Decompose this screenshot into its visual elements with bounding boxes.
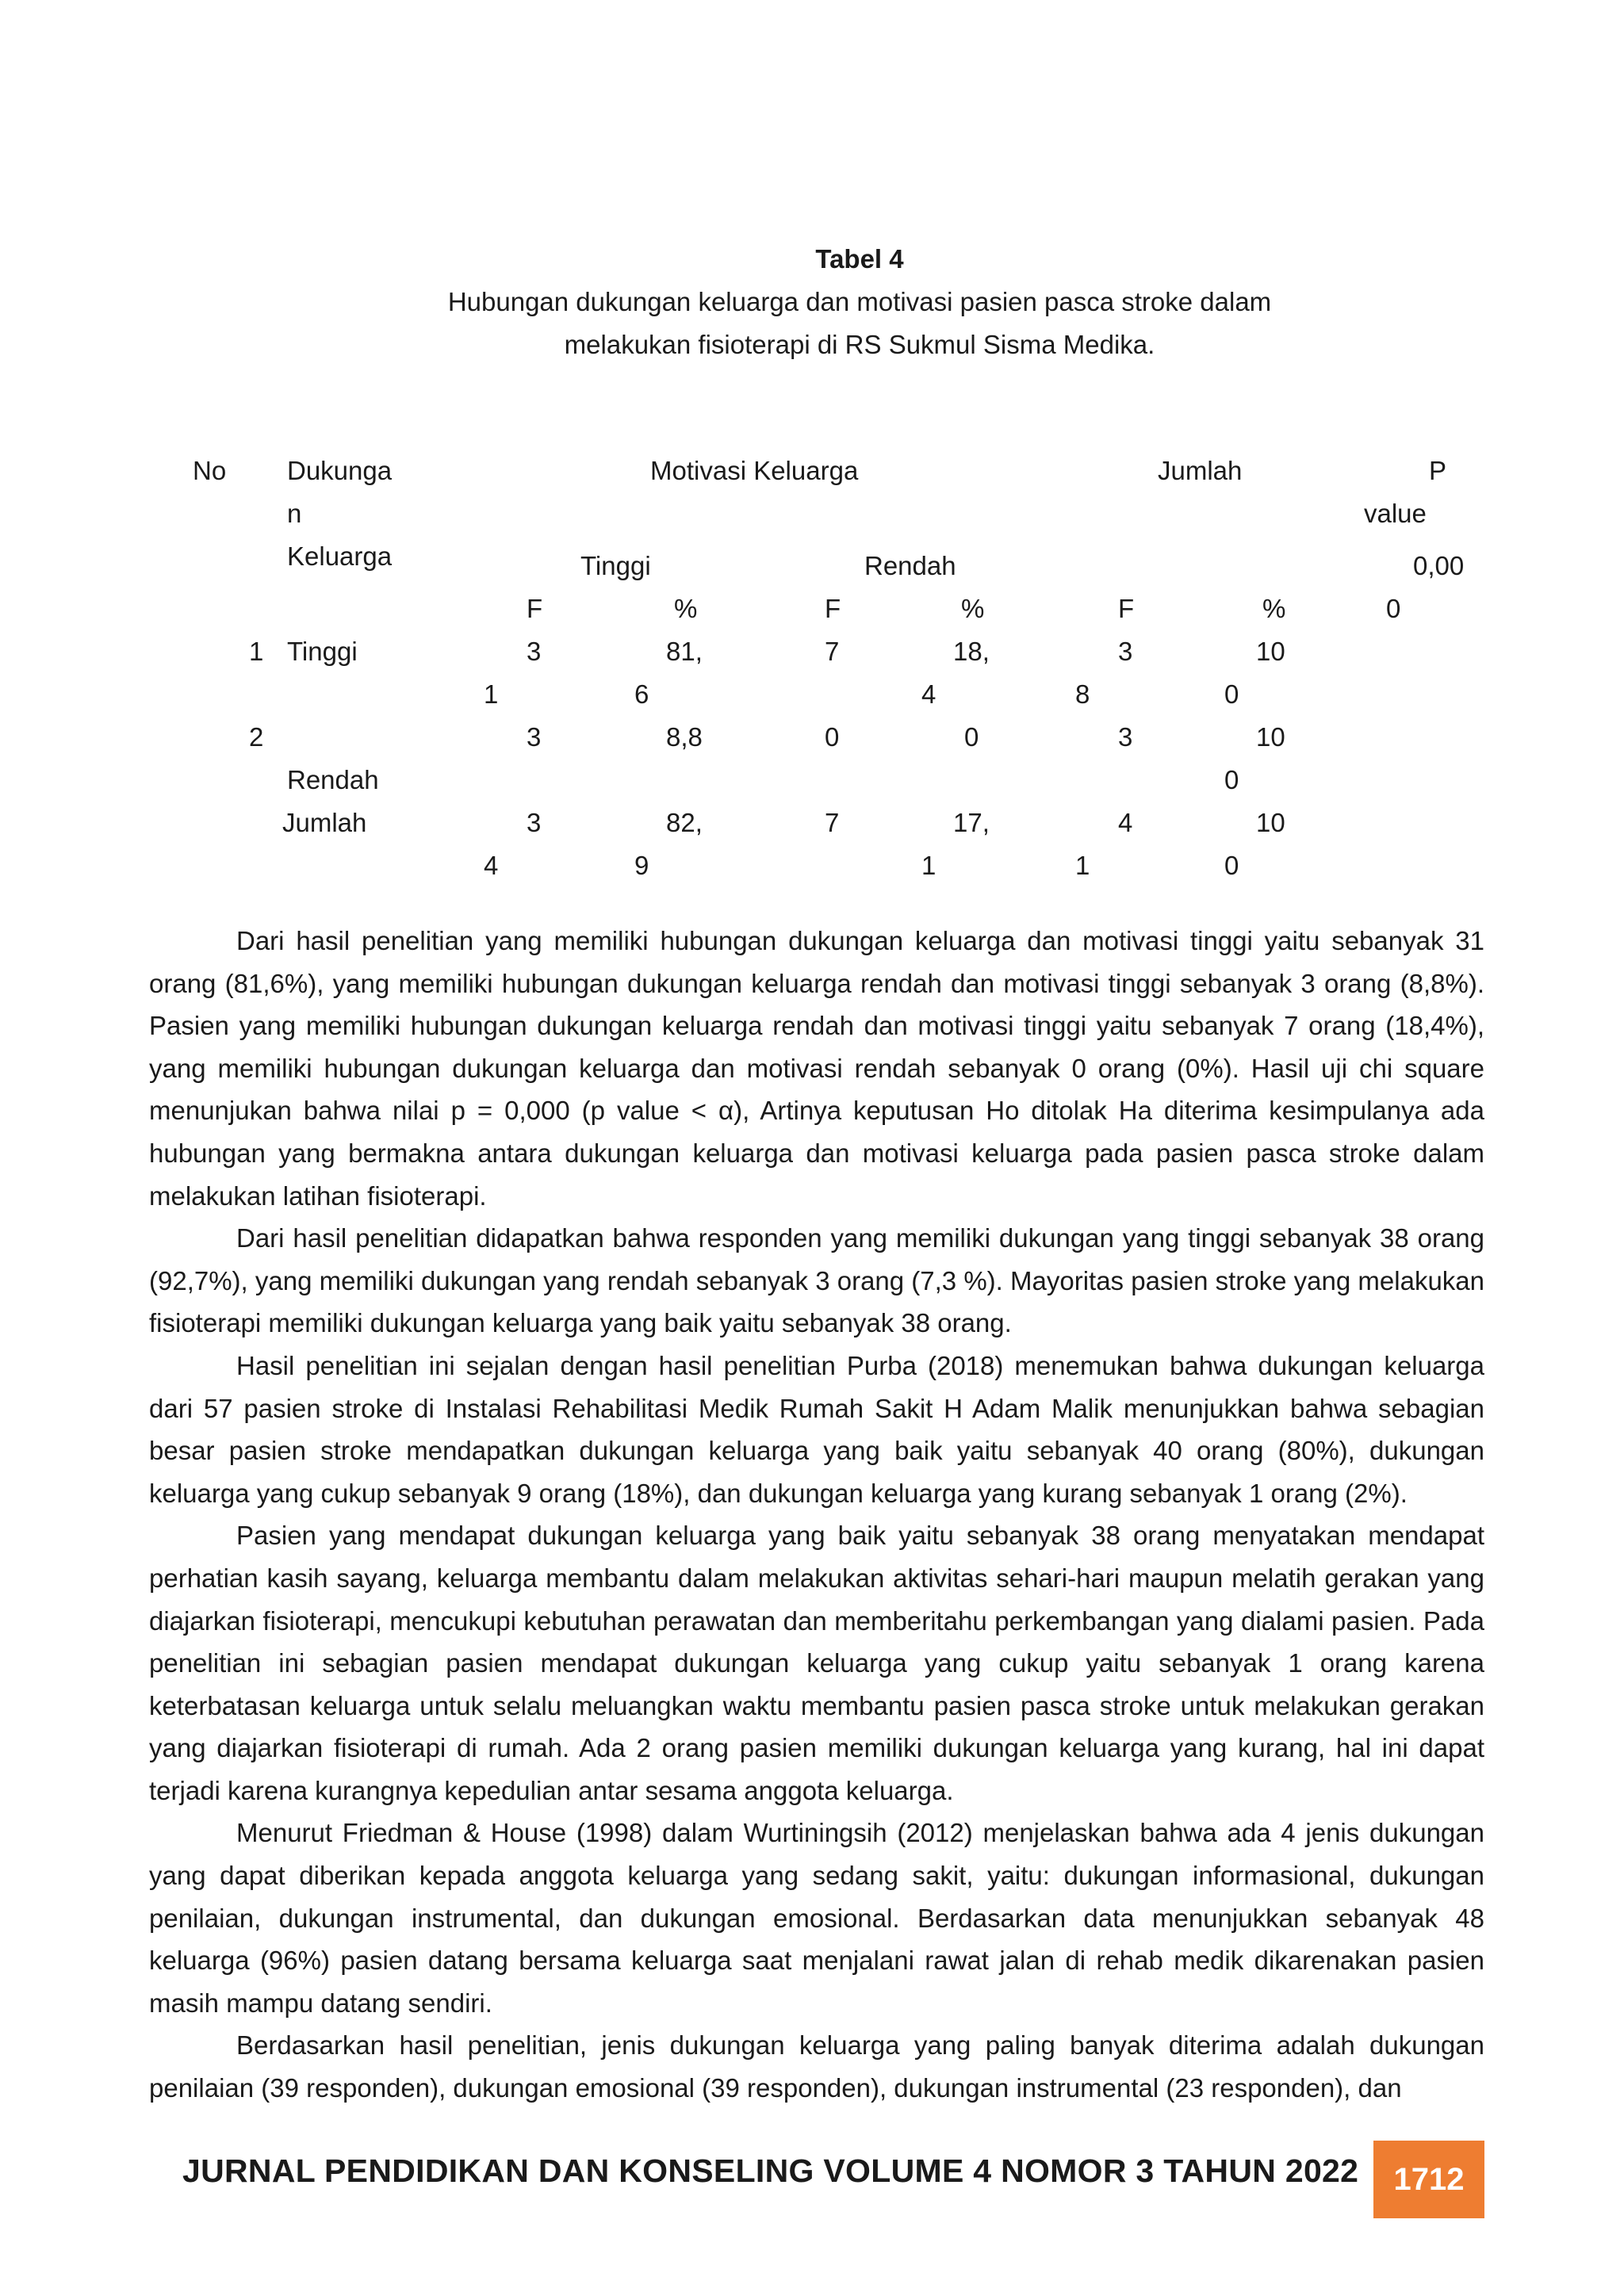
row1-jumlah-pct-2: 0 — [1224, 679, 1239, 709]
header-no: No — [193, 456, 227, 485]
header-value: value — [1364, 499, 1427, 528]
paragraph: Hasil penelitian ini sejalan dengan hasil penelitian Purba (2018) menemukan bahwa dukungan keluarga dari 57 pasien stroke di Instalasi Rehabilitasi Medik Rumah Sakit H Adam Malik menunjukkan bahwa sebagian besar pasien stroke mendapatkan dukungan keluarga yang baik yaitu sebanyak 40 orang (80%), dukungan keluarga yang cukup sebanyak 9 orang (18%), dan dukungan keluarga yang kurang sebanyak 1 orang (2%). — [149, 1350, 1484, 1508]
row1-jumlah-pct-1: 10 — [1256, 637, 1285, 666]
paragraph: Dari hasil penelitian yang memiliki hubungan dukungan keluarga dan motivasi tinggi yaitu sebanyak 31 orang (81,6%), yang memiliki hubungan dukungan keluarga rendah dan motivasi tinggi sebanyak 3 orang (8,8%). Pasien yang memiliki hubungan dukungan keluarga rendah dan motivasi tinggi yaitu sebanyak 7 orang (18,4%), yang memiliki hubungan dukungan keluarga dan motivasi rendah sebanyak 0 orang (0%). Hasil uji chi square menunjukan bahwa nilai p = 0,000 (p value < α), Artinya keputusan Ho ditolak Ha diterima kesimpulanya ada hubungan yang bermakna antara dukungan keluarga dan motivasi keluarga pada pasien pasca stroke dalam melakukan latihan fisioterapi. — [149, 926, 1484, 1211]
header-pct-1: % — [674, 594, 698, 623]
table-label: Tabel 4 — [815, 244, 904, 274]
header-dukungan-1: Dukunga — [287, 456, 393, 485]
paragraph: Menurut Friedman & House (1998) dalam Wurtiningsih (2012) menjelaskan bahwa ada 4 jenis dukungan yang dapat diberikan kepada anggota keluarga yang sedang sakit, yaitu: dukungan informasional, dukungan penilaian, dukungan instrumental, dan dukungan emosional. Berdasarkan data menunjukkan sebanyak 48 keluarga (96%) pasien datang bersama keluarga saat menjalani rawat jalan di rehab medik dikarenakan pasien masih mampu datang sendiri. — [149, 1818, 1484, 2018]
total-jumlah-pct-1: 10 — [1256, 808, 1285, 837]
p-value-2: 0 — [1386, 594, 1401, 623]
body-text — [149, 920, 1484, 2110]
row1-rendah-pct-1: 18, — [953, 637, 990, 666]
total-tinggi-f-1: 3 — [527, 808, 542, 837]
row1-tinggi-pct-1: 81, — [666, 637, 703, 666]
total-jumlah-f-2: 1 — [1075, 851, 1090, 880]
header-p: P — [1429, 456, 1447, 485]
row1-jumlah-f-1: 3 — [1118, 637, 1133, 666]
row2-tinggi-f: 3 — [527, 722, 542, 752]
header-dukungan-3: Keluarga — [287, 541, 393, 571]
row2-jumlah-pct-2: 0 — [1224, 765, 1239, 794]
paragraph: Dari hasil penelitian didapatkan bahwa responden yang memiliki dukungan yang tinggi sebanyak 38 orang (92,7%), yang memiliki dukungan yang rendah sebanyak 3 orang (7,3 %). Mayoritas pasien stroke yang melakukan fisioterapi memiliki dukungan keluarga yang baik yaitu sebanyak 38 orang. — [149, 1223, 1484, 1338]
header-dukungan-2: n — [287, 499, 302, 528]
total-rendah-pct-2: 1 — [921, 851, 936, 880]
row2-jumlah-f: 3 — [1118, 722, 1133, 752]
page-number-badge: 1712 — [1373, 2141, 1484, 2218]
header-pct-2: % — [961, 594, 985, 623]
row2-label: Rendah — [287, 765, 379, 794]
header-motivasi: Motivasi Keluarga — [650, 456, 859, 485]
header-tinggi: Tinggi — [580, 551, 651, 580]
row1-label: Tinggi — [287, 637, 358, 666]
paragraph: Pasien yang mendapat dukungan keluarga yang baik yaitu sebanyak 38 orang menyatakan mendapat perhatian kasih sayang, keluarga membantu dalam melakukan aktivitas sehari-hari maupun melatih gerakan yang diajarkan fisioterapi, mencukupi kebutuhan perawatan dan memberitahu perkembangan yang dialami pasien. Pada penelitian ini sebagian pasien mendapat dukungan keluarga yang cukup yaitu sebanyak 1 orang karena keterbatasan keluarga untuk selalu meluangkan waktu membantu pasien pasca stroke untuk melakukan gerakan yang diajarkan fisioterapi di rumah. Ada 2 orang pasien memiliki dukungan keluarga yang kurang, hal ini dapat terjadi karena kurangnya kepedulian antar sesama anggota keluarga. — [149, 1521, 1484, 1805]
total-tinggi-f-2: 4 — [484, 851, 499, 880]
header-jumlah: Jumlah — [1158, 456, 1243, 485]
table-caption-line-2: melakukan fisioterapi di RS Sukmul Sisma Medika. — [564, 330, 1155, 359]
paragraph: Berdasarkan hasil penelitian, jenis dukungan keluarga yang paling banyak diterima adalah dukungan penilaian (39 responden), dukungan emosional (39 responden), dukungan instrumental (23 responden), dan — [149, 2030, 1484, 2103]
total-rendah-f: 7 — [825, 808, 840, 837]
total-jumlah-pct-2: 0 — [1224, 851, 1239, 880]
row1-rendah-pct-2: 4 — [921, 679, 936, 709]
total-jumlah-f-1: 4 — [1118, 808, 1133, 837]
table-caption-line-1: Hubungan dukungan keluarga dan motivasi pasien pasca stroke dalam — [447, 287, 1272, 316]
total-label: Jumlah — [282, 808, 367, 837]
row2-rendah-pct: 0 — [964, 722, 979, 752]
row1-rendah-f: 7 — [825, 637, 840, 666]
row1-tinggi-f-2: 1 — [484, 679, 499, 709]
header-f-3: F — [1118, 594, 1135, 623]
p-value-1: 0,00 — [1413, 551, 1465, 580]
row2-rendah-f: 0 — [825, 722, 840, 752]
header-rendah: Rendah — [864, 551, 956, 580]
header-pct-3: % — [1262, 594, 1286, 623]
row1-tinggi-f-1: 3 — [527, 637, 542, 666]
header-f-1: F — [527, 594, 543, 623]
row1-tinggi-pct-2: 6 — [634, 679, 649, 709]
row1-jumlah-f-2: 8 — [1075, 679, 1090, 709]
header-f-2: F — [825, 594, 841, 623]
total-rendah-pct-1: 17, — [953, 808, 990, 837]
total-tinggi-pct-2: 9 — [634, 851, 649, 880]
row2-jumlah-pct-1: 10 — [1256, 722, 1285, 752]
total-tinggi-pct-1: 82, — [666, 808, 703, 837]
row2-tinggi-pct: 8,8 — [666, 722, 703, 752]
journal-footer: JURNAL PENDIDIKAN DAN KONSELING VOLUME 4 NOMOR 3 TAHUN 2022 — [182, 2152, 1359, 2189]
row1-no: 1 — [249, 637, 264, 666]
row2-no: 2 — [249, 722, 264, 752]
